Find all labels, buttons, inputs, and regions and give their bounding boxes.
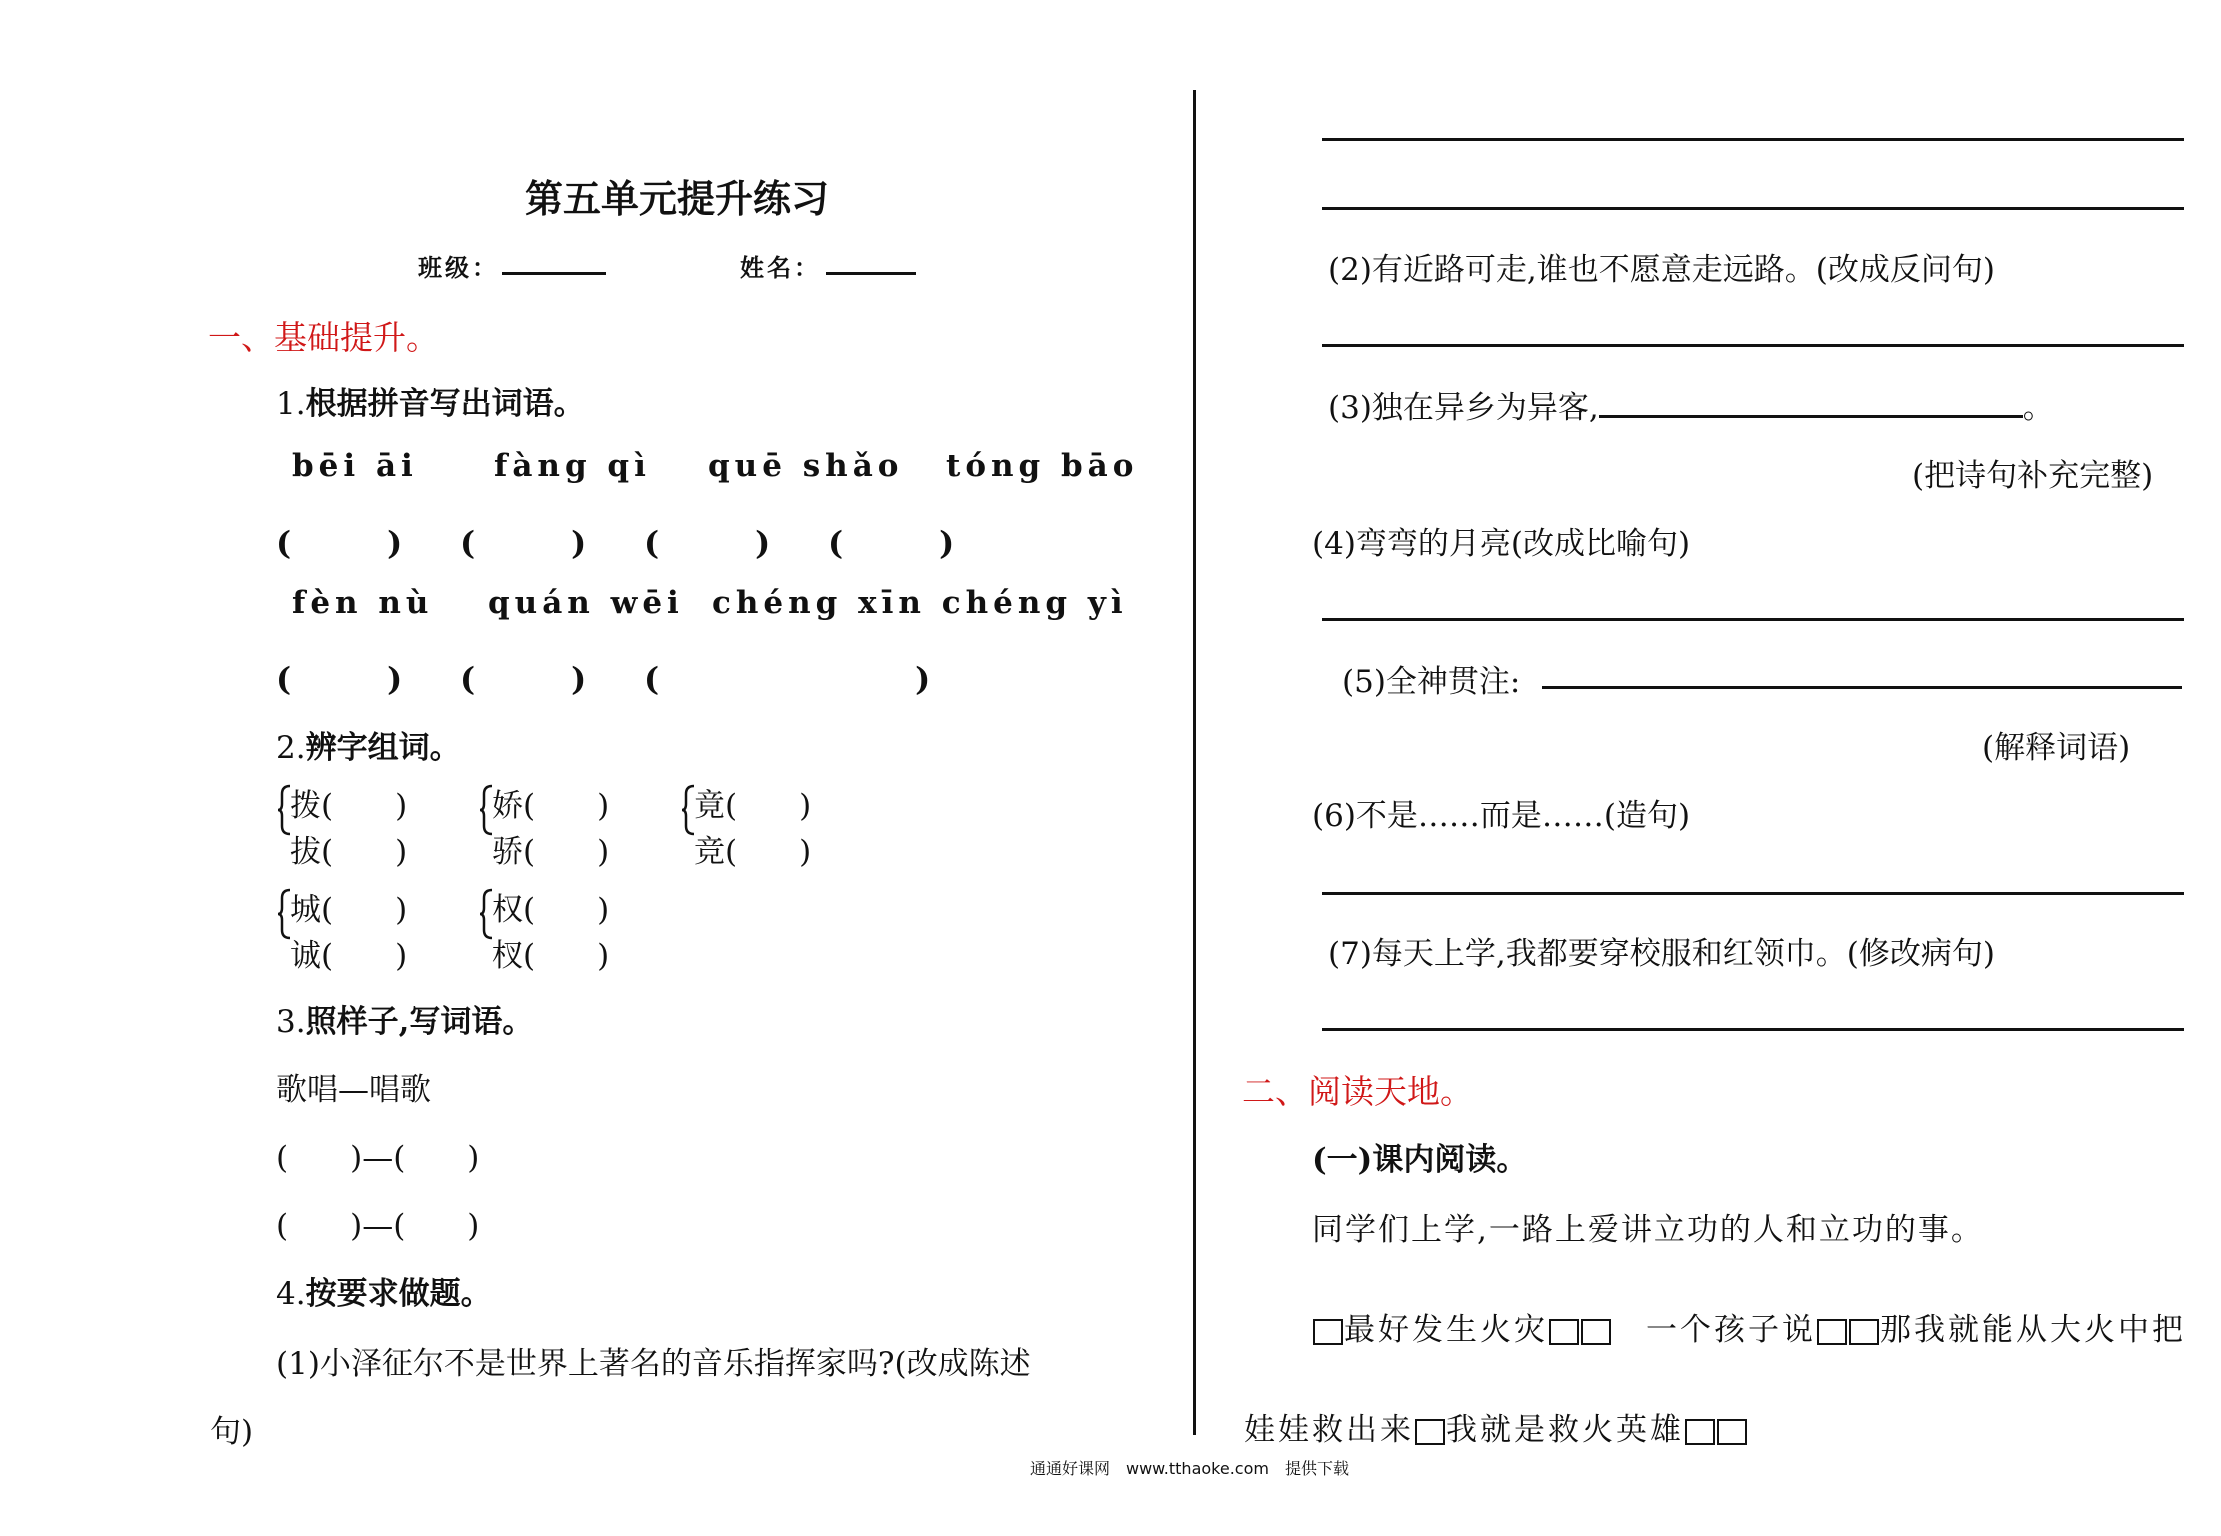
punctuation-blank[interactable] bbox=[1313, 1319, 1343, 1345]
pinyin-5: fèn nù bbox=[292, 585, 434, 621]
sentence-5-instruction: (解释词语) bbox=[1982, 730, 2131, 766]
answer-line-4[interactable] bbox=[1322, 618, 2184, 621]
sentence-3-end: 。 bbox=[2022, 390, 2054, 426]
answer-blank-7[interactable]: ( ) bbox=[644, 660, 931, 698]
char-label: 杈 bbox=[492, 938, 523, 974]
reading-text-a: 最好发生火灾 bbox=[1344, 1312, 1548, 1348]
reading-paragraph-2 bbox=[1312, 1304, 2186, 1349]
answer-line-7[interactable] bbox=[1322, 1028, 2184, 1031]
answer-blank-5[interactable]: ( ) bbox=[276, 660, 403, 698]
pinyin-3: quē shǎo bbox=[708, 448, 904, 484]
answer-blank-6[interactable]: ( ) bbox=[460, 660, 587, 698]
sentence-7: (7)每天上学,我都要穿校服和红领巾。(修改病句) bbox=[1328, 936, 1995, 972]
char-item: 娇( ) bbox=[492, 788, 610, 824]
char-item: 杈( ) bbox=[492, 938, 610, 974]
char-item: 拔( ) bbox=[290, 834, 408, 870]
question-3-text: 照样子,写词语。 bbox=[305, 1004, 534, 1040]
answer-blank-3[interactable]: ( ) bbox=[644, 524, 771, 562]
question-3-number: 3. bbox=[276, 1004, 306, 1040]
reading-subheading-text: (一)课内阅读。 bbox=[1312, 1142, 1528, 1178]
class-label: 班级： bbox=[418, 253, 499, 282]
char-item: 诚( ) bbox=[290, 938, 408, 974]
char-item: 骄( ) bbox=[492, 834, 610, 870]
char-item: 竞( ) bbox=[694, 834, 812, 870]
char-item: 权( ) bbox=[492, 892, 610, 928]
char-label: 拨 bbox=[290, 788, 321, 824]
name-label: 姓名： bbox=[740, 253, 821, 282]
answer-line-2[interactable] bbox=[1322, 344, 2184, 347]
question-4-number: 4. bbox=[276, 1276, 306, 1312]
sentence-6: (6)不是……而是……(造句) bbox=[1312, 798, 1691, 834]
answer-blank-4[interactable]: ( ) bbox=[828, 524, 955, 562]
answer-line-6[interactable] bbox=[1322, 892, 2184, 895]
reading-text-d: 娃娃救出来 bbox=[1244, 1412, 1414, 1448]
punctuation-blank[interactable] bbox=[1581, 1319, 1611, 1345]
question-4 bbox=[276, 1268, 492, 1313]
sentence-4: (4)弯弯的月亮(改成比喻句) bbox=[1312, 526, 1691, 562]
reading-subheading bbox=[1312, 1134, 1527, 1179]
sentence-2: (2)有近路可走,谁也不愿意走远路。(改成反问句) bbox=[1328, 252, 1995, 288]
answer-line-1b[interactable] bbox=[1322, 207, 2184, 210]
class-blank[interactable] bbox=[502, 272, 606, 275]
poem-blank[interactable] bbox=[1599, 387, 2023, 418]
reading-text-b: 一个孩子说 bbox=[1646, 1312, 1816, 1348]
reading-paragraph-3 bbox=[1244, 1404, 1748, 1449]
name-blank[interactable] bbox=[826, 272, 916, 275]
pinyin-1: bēi āi bbox=[292, 448, 418, 484]
pinyin-4: tóng bāo bbox=[946, 448, 1139, 484]
char-label: 城 bbox=[290, 892, 321, 928]
char-item: 城( ) bbox=[290, 892, 408, 928]
answer-blank-2[interactable]: ( ) bbox=[460, 524, 587, 562]
char-label: 骄 bbox=[492, 834, 523, 870]
question-3 bbox=[276, 996, 533, 1041]
char-item: 竟( ) bbox=[694, 788, 812, 824]
reading-paragraph-1: 同学们上学,一路上爱讲立功的人和立功的事。 bbox=[1312, 1212, 1984, 1248]
example-text: 歌唱—唱歌 bbox=[276, 1072, 431, 1108]
sentence-1-line1: (1)小泽征尔不是世界上著名的音乐指挥家吗?(改成陈述 bbox=[276, 1346, 1031, 1382]
punctuation-blank[interactable] bbox=[1849, 1319, 1879, 1345]
question-1-number: 1. bbox=[276, 386, 306, 422]
reading-text-c: 那我就能从大火中把 bbox=[1880, 1312, 2186, 1348]
char-label: 权 bbox=[492, 892, 523, 928]
answer-line-5[interactable] bbox=[1542, 686, 2182, 689]
question-2 bbox=[276, 722, 461, 767]
section-basic-heading: 一、基础提升。 bbox=[208, 318, 439, 357]
pinyin-2: fàng qì bbox=[494, 448, 651, 484]
word-blank-row-1[interactable]: ( )—( ) bbox=[276, 1140, 480, 1176]
word-blank-row-2[interactable]: ( )—( ) bbox=[276, 1208, 480, 1244]
question-2-number: 2. bbox=[276, 730, 306, 766]
char-label: 诚 bbox=[290, 938, 321, 974]
answer-blank-1[interactable]: ( ) bbox=[276, 524, 403, 562]
punctuation-blank[interactable] bbox=[1817, 1319, 1847, 1345]
page-title: 第五单元提升练习 bbox=[525, 176, 830, 221]
question-1-text: 根据拼音写出词语。 bbox=[305, 386, 585, 422]
question-1 bbox=[276, 378, 585, 423]
footer-credit: 通通好课网 www.tthaoke.com 提供下载 bbox=[1030, 1459, 1349, 1478]
sentence-3-instruction: (把诗句补充完整) bbox=[1912, 458, 2154, 494]
char-label: 竞 bbox=[694, 834, 725, 870]
section-reading-heading: 二、阅读天地。 bbox=[1242, 1072, 1473, 1111]
char-label: 拔 bbox=[290, 834, 321, 870]
pinyin-6: quán wēi bbox=[488, 585, 684, 621]
reading-text-e: 我就是救火英雄 bbox=[1446, 1412, 1684, 1448]
punctuation-blank[interactable] bbox=[1549, 1319, 1579, 1345]
sentence-3-text: (3)独在异乡为异客, bbox=[1328, 390, 1599, 426]
pinyin-7: chéng xīn chéng yì bbox=[712, 585, 1128, 621]
punctuation-blank[interactable] bbox=[1717, 1419, 1747, 1445]
question-2-text: 辨字组词。 bbox=[305, 730, 461, 766]
column-divider bbox=[1193, 90, 1196, 1435]
char-item: 拨( ) bbox=[290, 788, 408, 824]
punctuation-blank[interactable] bbox=[1685, 1419, 1715, 1445]
sentence-1-line2: 句) bbox=[210, 1414, 254, 1450]
punctuation-blank[interactable] bbox=[1415, 1419, 1445, 1445]
sentence-5: (5)全神贯注: bbox=[1342, 664, 1521, 700]
answer-line-1a[interactable] bbox=[1322, 138, 2184, 141]
question-4-text: 按要求做题。 bbox=[305, 1276, 492, 1312]
char-label: 竟 bbox=[694, 788, 725, 824]
sentence-3 bbox=[1328, 382, 2054, 427]
char-label: 娇 bbox=[492, 788, 523, 824]
